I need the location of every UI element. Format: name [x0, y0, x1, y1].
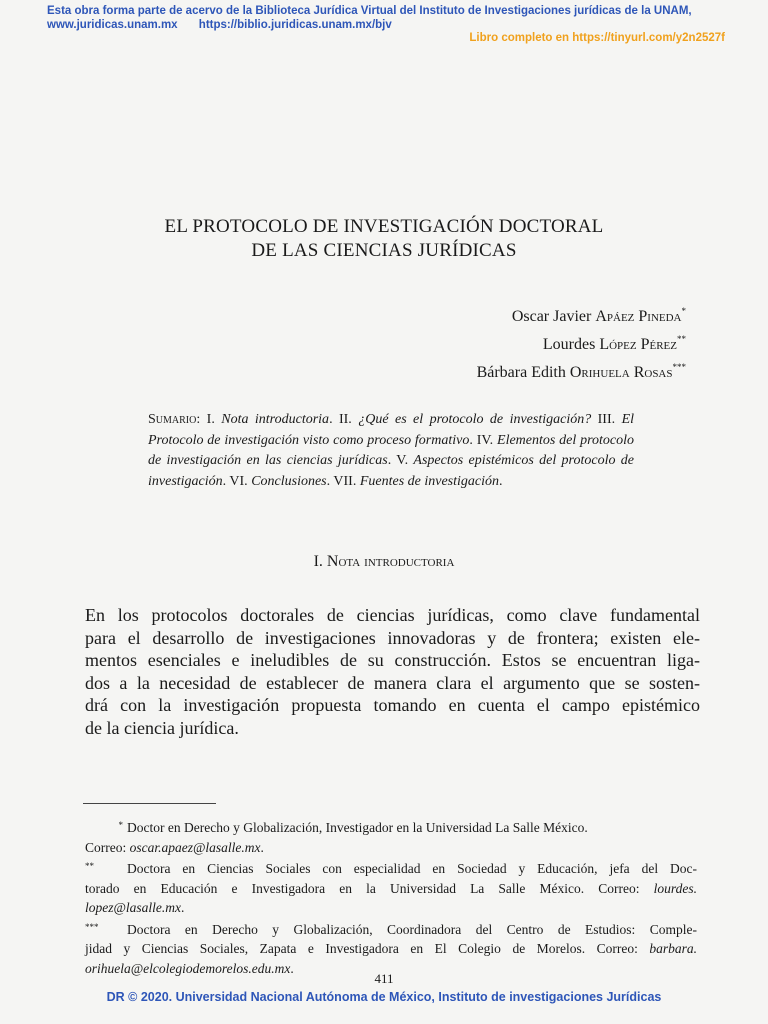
body-line: mentos esenciales e ineludibles de su construcción. Estos se encuentran liga- — [85, 650, 700, 670]
body-line: para el desarrollo de investigaciones innovadoras y de frontera; existen ele- — [85, 627, 700, 648]
copyright-footer: DR © 2020. Universidad Nacional Autónoma de México, Instituto de investigaciones Jurídicas — [106, 990, 662, 1004]
page-number: 411 — [374, 971, 394, 986]
title-line-1: EL PROTOCOLO DE INVESTIGACIÓN DOCTORAL — [164, 216, 604, 237]
summary-label: Sumario: — [148, 412, 201, 427]
full-book-link[interactable]: Libro completo en https://tinyurl.com/y2n2527f — [469, 32, 725, 44]
author-3: Bárbara Edith Orihuela Rosas*** — [476, 362, 686, 381]
email-1: oscar.apaez@lasalle.mx — [129, 839, 261, 855]
summary-block: Sumario: I. Nota introductoria. II. ¿Qué es el protocolo de investigación? III. El Protocolo de investigación visto como proceso formativo. IV. Elementos del protocolo de investigación en las ciencias jurídicas. V. Aspectos epistémicos del protocolo de investigación. VI. Conclusiones. VII. Fuentes de investigación. — [148, 412, 635, 489]
footnote-1: * Doctor en Derecho y Globalización, Investigador en la Universidad La Salle México. — [118, 820, 588, 835]
body-line: dos a la necesidad de establecer de manera clara el argumento que se sosten- — [85, 672, 700, 693]
repository-notice: Esta obra forma parte de acervo de la Biblioteca Jurídica Virtual del Instituto de Investigaciones jurídicas de la UNAM, — [47, 5, 692, 17]
section-heading: I. Nota introductoria — [313, 553, 455, 570]
footnotes: * Doctor en Derecho y Globalización, Investigador en la Universidad La Salle México. Correo: oscar.apaez@lasalle.mx. ** Doctora en Ciencias Sociales con especialidad en Sociedad y Educación, jefa del Doc- torado en Educación e Investigadora en la Universidad La Salle México. Correo: lourdes. lopez@lasalle.mx. *** Doctora en Derecho y Globalización, Coordinadora del Centro de Estudios: Comple- jidad y Ciencias Sociales, Zapata e Investigadora en El Colegio de Morelos. Correo: barbara. orihuela@elcolegiodemorelos.edu.mx. — [85, 816, 697, 978]
juridicas-link[interactable]: www.juridicas.unam.mx — [47, 19, 178, 31]
body-line: de la ciencia jurídica. — [85, 717, 239, 738]
author-list — [477, 300, 686, 384]
repository-header — [47, 4, 747, 44]
article-title — [0, 215, 768, 263]
footnote-2: ** Doctora en Ciencias Sociales con especialidad en Sociedad y Educación, jefa del Doc- — [85, 861, 697, 876]
email-3: orihuela@elcolegiodemorelos.edu.mx — [85, 960, 291, 976]
email-2: lopez@lasalle.mx — [85, 900, 182, 915]
body-line: drá con la investigación propuesta tomando en cuenta el campo epistémico — [85, 695, 700, 715]
body-line: En los protocolos doctorales de ciencias jurídicas, como clave fundamental — [85, 605, 700, 625]
author-2: Lourdes López Pérez** — [542, 334, 686, 353]
body-paragraph — [85, 604, 700, 739]
footnote-3: *** Doctora en Derecho y Globalización, Coordinadora del Centro de Estudios: Comple- — [85, 921, 697, 937]
biblio-link[interactable]: https://biblio.juridicas.unam.mx/bjv — [198, 19, 392, 31]
author-1: Oscar Javier Apáez Pineda* — [511, 306, 686, 325]
footnote-divider — [83, 803, 216, 804]
title-line-2: DE LAS CIENCIAS JURÍDICAS — [251, 240, 517, 261]
